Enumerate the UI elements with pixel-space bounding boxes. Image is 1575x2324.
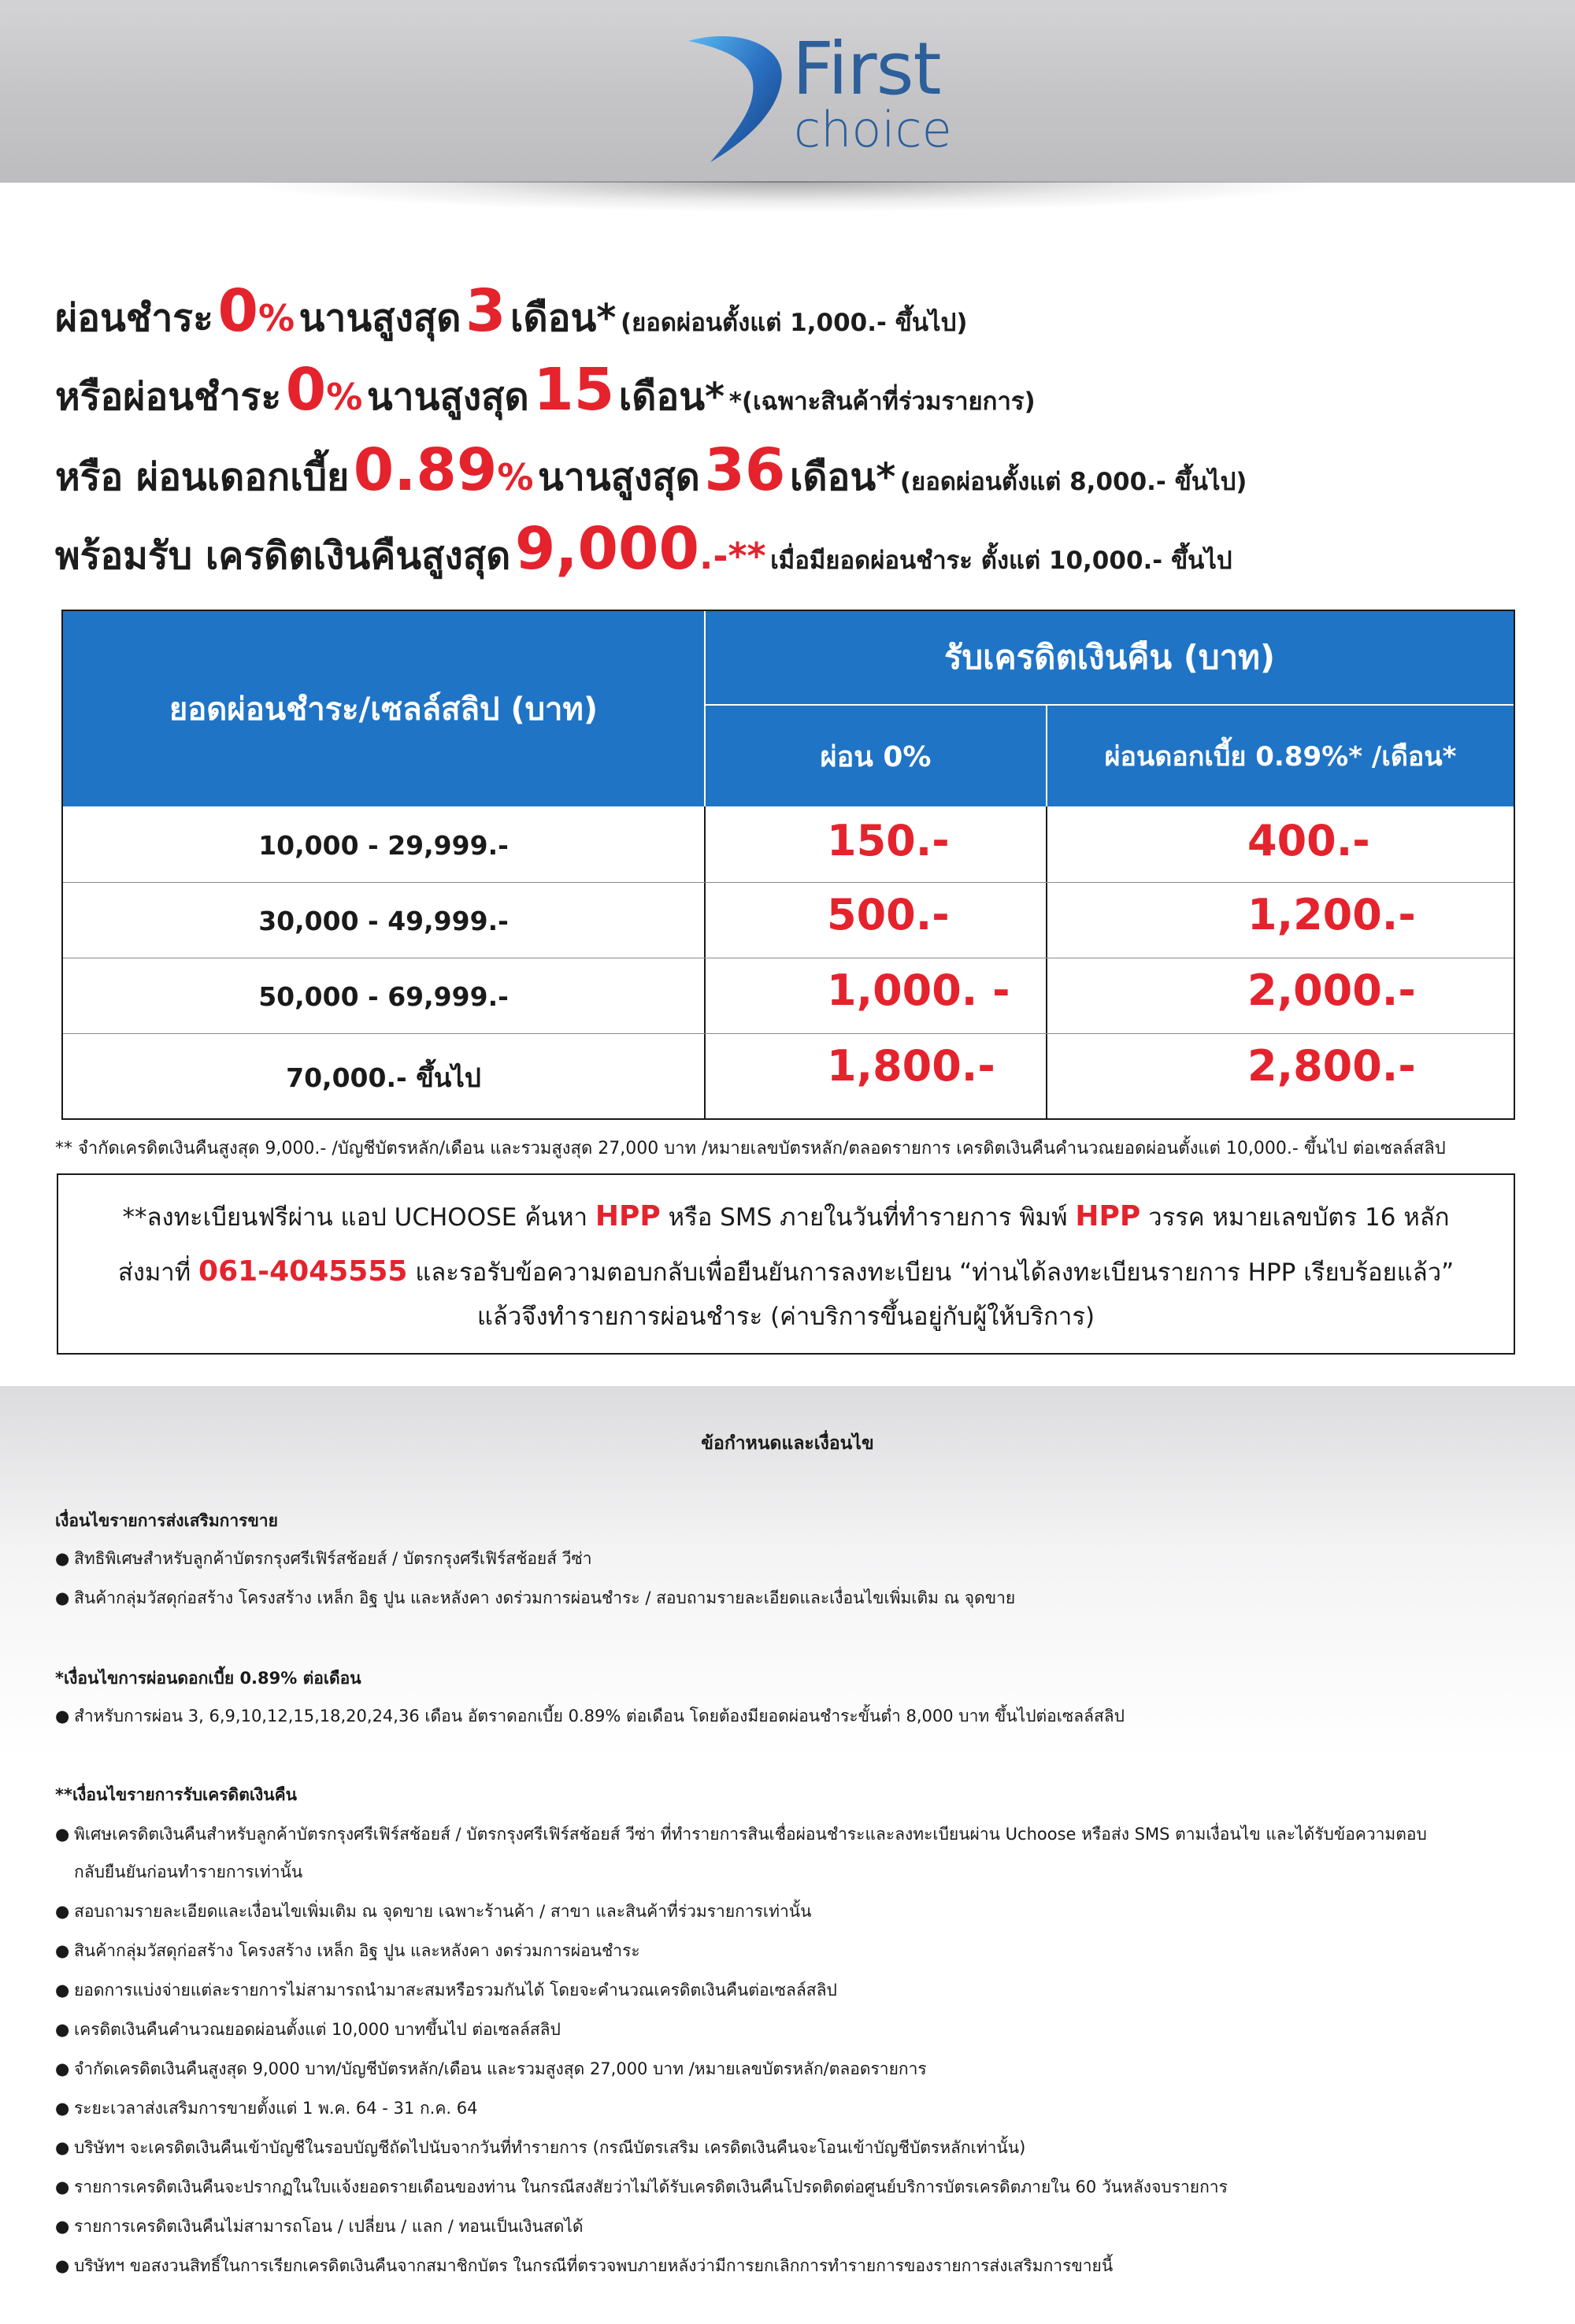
registration-box [57, 1173, 1515, 1355]
table-row-interest-value: 1,200.- [1247, 890, 1416, 940]
header-cashback-group: รับเครดิตเงินคืน (บาท) [706, 611, 1514, 704]
list-item: ● บริษัทฯ จะเครดิตเงินคืนเข้าบัญชีในรอบบัญชีถัดไปนับจากวันที่ทำรายการ (กรณีบัตรเสริม เครดิตเงินคืนจะโอนเข้าบัญชีบัตรหลักเท่านั้น) [55, 2138, 1026, 2157]
table-row-range: 30,000 - 49,999.- [258, 906, 509, 936]
headline-installment-3-months: ผ่อนชำระ 0% นานสูงสุด 3 เดือน* (ยอดผ่อนตั้งแต่ 1,000.- ขึ้นไป) [55, 277, 968, 345]
headline-cashback: พร้อมรับ เครดิตเงินคืนสูงสุด 9,000.-** เมื่อมียอดผ่อนชำระ ตั้งแต่ 10,000.- ขึ้นไป [55, 515, 1232, 583]
table-row-range: 70,000.- ขึ้นไป [286, 1062, 481, 1093]
swoosh-logo-icon [684, 32, 786, 165]
table-row-zero-value: 150.- [827, 816, 950, 865]
hpp-code: HPP [1075, 1200, 1141, 1232]
list-item: ● สิทธิพิเศษสำหรับลูกค้าบัตรกรุงศรีเฟิร์สช้อยส์ / บัตรกรุงศรีเฟิร์สช้อยส์ วีซ่า [55, 1549, 592, 1568]
cashback-table [61, 610, 1515, 1120]
section-title-cashback: **เงื่อนไขรายการรับเครดิตเงินคืน [55, 1785, 298, 1804]
list-item: ● บริษัทฯ ขอสงวนสิทธิ์ในการเรียกเครดิตเงินคืนจากสมาชิกบัตร ในกรณีที่ตรวจพบภายหลังว่ามีการยกเลิกการทำรายการของรายการส่งเสริมการขายนี้ [55, 2256, 1114, 2275]
list-item: ● จำกัดเครดิตเงินคืนสูงสุด 9,000 บาท/บัญชีบัตรหลัก/เดือน และรวมสูงสุด 27,000 บาท /หมายเลขบัตรหลัก/ตลอดรายการ [55, 2059, 927, 2078]
table-footnote: ** จำกัดเครดิตเงินคืนสูงสุด 9,000.- /บัญชีบัตรหลัก/เดือน และรวมสูงสุด 27,000 บาท /หมายเลขบัตรหลัก/ตลอดรายการ เครดิตเงินคืนคำนวณยอดผ่อนตั้งแต่ 10,000.- ขึ้นไป ต่อเซลล์สลิป [55, 1139, 1446, 1158]
table-row-interest-value: 2,800.- [1247, 1041, 1416, 1091]
hpp-code: HPP [595, 1200, 661, 1232]
list-item: ● สินค้ากลุ่มวัสดุก่อสร้าง โครงสร้าง เหล็ก อิฐ ปูน และหลังคา งดร่วมการผ่อนชำระ / สอบถามรายละเอียดและเงื่อนไขเพิ่มเติม ณ จุดขาย [55, 1588, 1016, 1607]
row-divider [63, 1033, 1514, 1034]
registration-line-3: แล้วจึงทำรายการผ่อนชำระ (ค่าบริการขึ้นอยู่กับผู้ให้บริการ) [476, 1303, 1095, 1331]
section-title-promotion: เงื่อนไขรายการส่งเสริมการขาย [55, 1511, 278, 1530]
headline-installment-15-months: หรือผ่อนชำระ 0% นานสูงสุด 15 เดือน* *(เฉพาะสินค้าที่ร่วมรายการ) [55, 356, 1036, 424]
list-item: ● พิเศษเครดิตเงินคืนสำหรับลูกค้าบัตรกรุงศรีเฟิร์สช้อยส์ / บัตรกรุงศรีเฟิร์สช้อยส์ วีซ่า ที่ทำรายการสินเชื่อผ่อนชำระและลงทะเบียนผ่าน Uchoose หรือส่ง SMS ตามเงื่อนไข และได้รับข้อความตอบ [55, 1825, 1427, 1844]
header-interest-rate: ผ่อนดอกเบี้ย 0.89%* /เดือน* [1047, 706, 1514, 806]
list-item: ● สินค้ากลุ่มวัสดุก่อสร้าง โครงสร้าง เหล็ก อิฐ ปูน และหลังคา งดร่วมการผ่อนชำระ [55, 1941, 640, 1960]
row-divider [63, 882, 1514, 883]
registration-line-1: **ลงทะเบียนฟรีผ่าน แอป UCHOOSE ค้นหา HPP หรือ SMS ภายในวันที่ทำรายการ พิมพ์ HPP วรรค หมายเลขบัตร 16 หลัก [122, 1200, 1450, 1232]
sms-phone-number: 061-4045555 [198, 1255, 408, 1288]
list-item-continuation: กลับยืนยันก่อนทำรายการเท่านั้น [74, 1863, 303, 1881]
list-item: ● สอบถามรายละเอียดและเงื่อนไขเพิ่มเติม ณ จุดขาย เฉพาะร้านค้า / สาขา และสินค้าที่ร่วมรายการเท่านั้น [55, 1902, 812, 1921]
first-choice-logo [684, 24, 951, 165]
table-row-range: 10,000 - 29,999.- [258, 830, 509, 861]
section-title-interest: *เงื่อนไขการผ่อนดอกเบี้ย 0.89% ต่อเดือน [55, 1669, 361, 1688]
list-item: ● ยอดการแบ่งจ่ายแต่ละรายการไม่สามารถนำมาสะสมหรือรวมกันได้ โดยจะคำนวณเครดิตเงินคืนต่อเซลล์สลิป [55, 1981, 837, 2000]
table-row-interest-value: 400.- [1247, 816, 1370, 865]
table-row-range: 50,000 - 69,999.- [258, 981, 509, 1012]
list-item: ● รายการเครดิตเงินคืนไม่สามารถโอน / เปลี่ยน / แลก / ทอนเป็นเงินสดได้ [55, 2217, 584, 2236]
table-row-zero-value: 1,800.- [827, 1041, 995, 1091]
list-item: ● เครดิตเงินคืนคำนวณยอดผ่อนตั้งแต่ 10,000 บาทขึ้นไป ต่อเซลล์สลิป [55, 2020, 561, 2039]
header-zero-percent: ผ่อน 0% [706, 706, 1046, 806]
list-item: ● ระยะเวลาส่งเสริมการขายตั้งแต่ 1 พ.ค. 64 - 31 ก.ค. 64 [55, 2099, 478, 2118]
terms-title: ข้อกำหนดและเงื่อนไข [701, 1433, 874, 1454]
logo-choice-text: choice [794, 101, 952, 158]
list-item: ● สำหรับการผ่อน 3, 6,9,10,12,15,18,20,24,36 เดือน อัตราดอกเบี้ย 0.89% ต่อเดือน โดยต้องมียอดผ่อนชำระขั้นต่ำ 8,000 บาท ขึ้นไปต่อเซลล์สลิป [55, 1707, 1125, 1725]
logo-first-text: First [792, 27, 941, 111]
headline-interest-36-months: หรือ ผ่อนเดอกเบี้ย 0.89% นานสูงสุด 36 เดือน* (ยอดผ่อนตั้งแต่ 8,000.- ขึ้นไป) [55, 436, 1247, 504]
column-divider [1046, 806, 1047, 1120]
header-shadow [236, 181, 1339, 213]
table-row-interest-value: 2,000.- [1247, 966, 1416, 1015]
header-installment-amount: ยอดผ่อนชำระ/เซลล์สลิป (บาท) [63, 611, 704, 806]
list-item: ● รายการเครดิตเงินคืนจะปรากฏในใบแจ้งยอดรายเดือนของท่าน ในกรณีสงสัยว่าไม่ได้รับเครดิตเงินคืนโปรดติดต่อศูนย์บริการบัตรเครดิตภายใน 60 วันหลังจบรายการ [55, 2178, 1228, 2196]
table-row-zero-value: 500.- [827, 890, 950, 940]
column-divider [704, 806, 706, 1120]
registration-line-2: ส่งมาที่ 061-4045555 และรอรับข้อความตอบกลับเพื่อยืนยันการลงทะเบียน “ท่านได้ลงทะเบียนรายการ HPP เรียบร้อยแล้ว” [117, 1255, 1455, 1288]
table-row-zero-value: 1,000. - [827, 966, 1010, 1015]
